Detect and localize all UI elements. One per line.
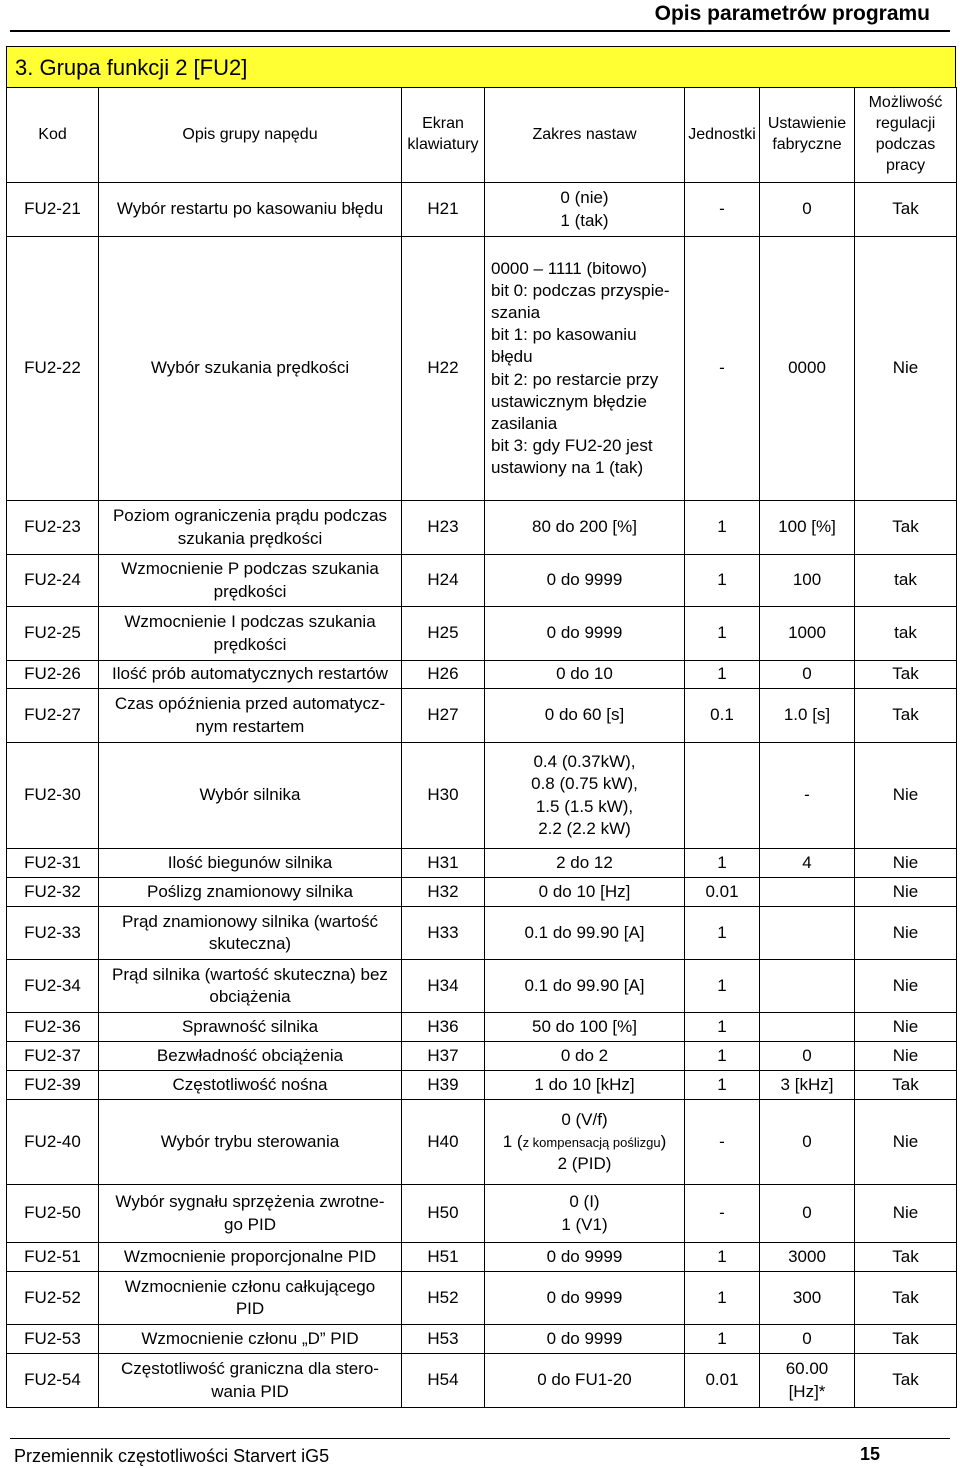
units: 0.1 bbox=[685, 689, 760, 743]
param-description bbox=[99, 1071, 402, 1100]
factory-setting bbox=[760, 1071, 855, 1100]
factory-setting bbox=[760, 501, 855, 555]
table-row bbox=[7, 1354, 957, 1408]
units: 1 bbox=[685, 849, 760, 878]
runtime-adjustable: Nie bbox=[855, 1100, 957, 1185]
runtime-adjustable: Tak bbox=[855, 1325, 957, 1354]
col-header-factory-setting: Ustawienie fabryczne bbox=[760, 88, 855, 183]
param-code: FU2-30 bbox=[7, 743, 99, 849]
keypad-screen: H27 bbox=[402, 689, 485, 743]
keypad-screen: H23 bbox=[402, 501, 485, 555]
keypad-screen: H21 bbox=[402, 183, 485, 237]
keypad-screen: H33 bbox=[402, 907, 485, 960]
cell-line: Częstotliwość nośna bbox=[172, 1074, 328, 1094]
runtime-adjustable: Nie bbox=[855, 743, 957, 849]
table-row bbox=[7, 237, 957, 501]
col-header-units: Jednostki bbox=[685, 88, 760, 183]
cell-line: Wybór sygnału sprzężenia zwrotne- bbox=[115, 1192, 385, 1212]
cell-line: zasilania bbox=[491, 413, 558, 433]
table-row bbox=[7, 501, 957, 555]
cell-line: Wzmocnienie I podczas szukania bbox=[124, 612, 376, 632]
param-code: FU2-50 bbox=[7, 1185, 99, 1243]
cell-line: Ilość biegunów silnika bbox=[167, 852, 333, 872]
param-description bbox=[99, 878, 402, 907]
table-row bbox=[7, 607, 957, 661]
param-description bbox=[99, 849, 402, 878]
runtime-adjustable: Nie bbox=[855, 960, 957, 1013]
runtime-adjustable: Nie bbox=[855, 1042, 957, 1071]
cell-line: 50 do 100 [%] bbox=[532, 1016, 637, 1036]
runtime-adjustable: Nie bbox=[855, 849, 957, 878]
units: 1 bbox=[685, 1243, 760, 1272]
range-text: 1 ( bbox=[502, 1131, 523, 1151]
runtime-adjustable: Nie bbox=[855, 878, 957, 907]
keypad-screen: H34 bbox=[402, 960, 485, 1013]
runtime-adjustable: tak bbox=[855, 607, 957, 661]
cell-line: 0 bbox=[802, 1045, 812, 1065]
setting-range bbox=[485, 849, 685, 878]
setting-range bbox=[485, 555, 685, 607]
cell-line: 2.2 (2.2 kW) bbox=[538, 818, 631, 838]
units: 1 bbox=[685, 1272, 760, 1325]
cell-line: prędkości bbox=[213, 581, 287, 601]
cell-line: ustawiony na 1 (tak) bbox=[491, 457, 644, 477]
setting-range bbox=[485, 661, 685, 689]
runtime-adjustable: Tak bbox=[855, 1272, 957, 1325]
cell-line: Wybór szukania prędkości bbox=[150, 358, 350, 378]
page-title: Opis parametrów programu bbox=[654, 2, 930, 25]
setting-range bbox=[485, 1071, 685, 1100]
setting-range bbox=[485, 960, 685, 1013]
param-code: FU2-26 bbox=[7, 661, 99, 689]
col-header-keypad-screen: Ekran klawiatury bbox=[402, 88, 485, 183]
param-description bbox=[99, 1325, 402, 1354]
cell-line: 0 do FU1-20 bbox=[537, 1370, 632, 1390]
units bbox=[685, 743, 760, 849]
param-code: FU2-27 bbox=[7, 689, 99, 743]
cell-line: Wzmocnienie członu „D” PID bbox=[141, 1328, 359, 1348]
cell-line: 100 [%] bbox=[778, 517, 836, 537]
runtime-adjustable: tak bbox=[855, 555, 957, 607]
cell-line: bit 2: po restarcie przy bbox=[491, 369, 659, 389]
header-rule bbox=[10, 30, 950, 32]
param-code: FU2-37 bbox=[7, 1042, 99, 1071]
setting-range bbox=[485, 907, 685, 960]
units: 1 bbox=[685, 661, 760, 689]
keypad-screen: H32 bbox=[402, 878, 485, 907]
cell-line: PID bbox=[235, 1299, 265, 1318]
factory-setting bbox=[760, 960, 855, 1013]
cell-line: błędu bbox=[491, 347, 533, 367]
page-header bbox=[0, 0, 960, 32]
units: 1 bbox=[685, 501, 760, 555]
factory-setting bbox=[760, 607, 855, 661]
cell-line: 4 bbox=[802, 852, 812, 872]
units: - bbox=[685, 183, 760, 237]
cell-line: 1 (V1) bbox=[561, 1214, 608, 1234]
cell-line bbox=[487, 1131, 682, 1153]
param-code: FU2-24 bbox=[7, 555, 99, 607]
cell-line: 60.00 bbox=[785, 1359, 829, 1379]
factory-setting bbox=[760, 1325, 855, 1354]
param-description bbox=[99, 661, 402, 689]
runtime-adjustable: Tak bbox=[855, 183, 957, 237]
factory-setting bbox=[760, 907, 855, 960]
keypad-screen: H54 bbox=[402, 1354, 485, 1408]
cell-line: ustawicznym błędzie bbox=[491, 391, 647, 411]
param-code: FU2-39 bbox=[7, 1071, 99, 1100]
param-description bbox=[99, 743, 402, 849]
cell-line: 0.4 (0.37kW), bbox=[533, 752, 636, 772]
table-row bbox=[7, 1272, 957, 1325]
param-code: FU2-34 bbox=[7, 960, 99, 1013]
table-row bbox=[7, 1042, 957, 1071]
cell-line: 0.1 do 99.90 [A] bbox=[524, 922, 645, 942]
runtime-adjustable: Tak bbox=[855, 661, 957, 689]
factory-setting bbox=[760, 1185, 855, 1243]
param-description bbox=[99, 907, 402, 960]
keypad-screen: H51 bbox=[402, 1243, 485, 1272]
keypad-screen: H37 bbox=[402, 1042, 485, 1071]
cell-line: 100 bbox=[792, 570, 822, 590]
cell-line: Prąd silnika (wartość skuteczna) bez bbox=[112, 964, 388, 984]
cell-line: Wzmocnienie proporcjonalne PID bbox=[123, 1246, 377, 1266]
cell-line: 2 do 12 bbox=[556, 852, 613, 872]
setting-range bbox=[485, 1325, 685, 1354]
param-description bbox=[99, 689, 402, 743]
keypad-screen: H39 bbox=[402, 1071, 485, 1100]
cell-line: obciążenia bbox=[209, 987, 291, 1006]
setting-range bbox=[485, 1100, 685, 1185]
cell-line: Poślizg znamionowy silnika bbox=[147, 881, 353, 901]
units: 1 bbox=[685, 1071, 760, 1100]
keypad-screen: H31 bbox=[402, 849, 485, 878]
units: 1 bbox=[685, 907, 760, 960]
runtime-adjustable: Tak bbox=[855, 1243, 957, 1272]
param-description bbox=[99, 960, 402, 1013]
param-code: FU2-25 bbox=[7, 607, 99, 661]
table-row bbox=[7, 1325, 957, 1354]
factory-setting bbox=[760, 1100, 855, 1185]
cell-line: prędkości bbox=[213, 634, 287, 654]
cell-line: 80 do 200 [%] bbox=[532, 517, 637, 537]
factory-setting bbox=[760, 555, 855, 607]
table-row bbox=[7, 907, 957, 960]
units: - bbox=[685, 1100, 760, 1185]
cell-line: 0 do 9999 bbox=[546, 623, 623, 643]
cell-line: Sprawność silnika bbox=[181, 1016, 319, 1036]
param-description bbox=[99, 1185, 402, 1243]
setting-range bbox=[485, 1042, 685, 1071]
cell-line: 0000 bbox=[788, 358, 826, 378]
factory-setting bbox=[760, 878, 855, 907]
cell-line: 1.5 (1.5 kW), bbox=[535, 796, 634, 816]
table-row bbox=[7, 743, 957, 849]
table-row bbox=[7, 1071, 957, 1100]
units: - bbox=[685, 237, 760, 501]
section-title: 3. Grupa funkcji 2 [FU2] bbox=[15, 55, 248, 80]
cell-line: bit 3: gdy FU2-20 jest bbox=[491, 435, 653, 455]
cell-line: 0 do 9999 bbox=[546, 1328, 623, 1348]
cell-line: Prąd znamionowy silnika (wartość bbox=[121, 911, 379, 931]
factory-setting bbox=[760, 661, 855, 689]
cell-line: 0 do 10 [Hz] bbox=[538, 881, 631, 901]
keypad-screen: H22 bbox=[402, 237, 485, 501]
runtime-adjustable: Nie bbox=[855, 1185, 957, 1243]
cell-line: 0 do 60 [s] bbox=[544, 705, 625, 725]
param-description bbox=[99, 1272, 402, 1325]
param-description bbox=[99, 1042, 402, 1071]
setting-range bbox=[485, 1013, 685, 1042]
cell-line: szukania prędkości bbox=[177, 528, 323, 548]
setting-range bbox=[485, 743, 685, 849]
param-code: FU2-40 bbox=[7, 1100, 99, 1185]
cell-line: 0 do 10 bbox=[556, 664, 613, 684]
factory-setting bbox=[760, 1354, 855, 1408]
cell-line: bit 1: po kasowaniu bbox=[491, 325, 637, 345]
setting-range bbox=[485, 878, 685, 907]
cell-line: Czas opóźnienia przed automatycz- bbox=[114, 694, 386, 714]
factory-setting bbox=[760, 183, 855, 237]
cell-line: skuteczna) bbox=[208, 934, 292, 953]
table-row bbox=[7, 960, 957, 1013]
cell-line: 0 do 9999 bbox=[546, 1246, 623, 1266]
setting-range bbox=[485, 1243, 685, 1272]
factory-setting bbox=[760, 1042, 855, 1071]
units: 1 bbox=[685, 1042, 760, 1071]
cell-line: - bbox=[804, 785, 810, 805]
param-description bbox=[99, 237, 402, 501]
keypad-screen: H53 bbox=[402, 1325, 485, 1354]
keypad-screen: H52 bbox=[402, 1272, 485, 1325]
factory-setting bbox=[760, 689, 855, 743]
param-description bbox=[99, 555, 402, 607]
setting-range bbox=[485, 1185, 685, 1243]
page-footer bbox=[0, 1430, 960, 1468]
runtime-adjustable: Tak bbox=[855, 501, 957, 555]
cell-line: szania bbox=[491, 303, 541, 323]
table-row bbox=[7, 555, 957, 607]
cell-line: Bezwładność obciążenia bbox=[156, 1045, 344, 1065]
table-row bbox=[7, 878, 957, 907]
factory-setting bbox=[760, 1272, 855, 1325]
cell-line: 0.8 (0.75 kW), bbox=[531, 774, 638, 794]
runtime-adjustable: Tak bbox=[855, 689, 957, 743]
page-number: 15 bbox=[859, 1444, 880, 1464]
col-header-runtime-adjustable: Możliwość regulacji podczas pracy bbox=[855, 88, 957, 183]
param-code: FU2-53 bbox=[7, 1325, 99, 1354]
runtime-adjustable: Nie bbox=[855, 1013, 957, 1042]
cell-line: wania PID bbox=[211, 1381, 289, 1401]
param-description bbox=[99, 183, 402, 237]
keypad-screen: H24 bbox=[402, 555, 485, 607]
footer-product-name: Przemiennik częstotliwości Starvert iG5 bbox=[14, 1446, 330, 1466]
cell-line: 0 do 2 bbox=[560, 1045, 609, 1065]
param-code: FU2-21 bbox=[7, 183, 99, 237]
param-code: FU2-23 bbox=[7, 501, 99, 555]
cell-line: Częstotliwość graniczna dla stero- bbox=[121, 1359, 379, 1379]
param-description bbox=[99, 1100, 402, 1185]
setting-range bbox=[485, 607, 685, 661]
units: 1 bbox=[685, 960, 760, 1013]
keypad-screen: H50 bbox=[402, 1185, 485, 1243]
units: 0.01 bbox=[685, 878, 760, 907]
table-row bbox=[7, 1013, 957, 1042]
keypad-screen: H30 bbox=[402, 743, 485, 849]
setting-range bbox=[485, 1354, 685, 1408]
cell-line: 0 (V/f) bbox=[561, 1109, 608, 1129]
param-code: FU2-54 bbox=[7, 1354, 99, 1408]
table-row bbox=[7, 1100, 957, 1185]
param-code: FU2-32 bbox=[7, 878, 99, 907]
factory-setting bbox=[760, 743, 855, 849]
cell-line: 3 [kHz] bbox=[780, 1074, 834, 1094]
units: 1 bbox=[685, 1013, 760, 1042]
cell-line: 0 bbox=[802, 1203, 812, 1223]
cell-line: Wzmocnienie członu całkującego bbox=[124, 1276, 376, 1296]
cell-line: 0 bbox=[802, 1328, 812, 1348]
table-header-row bbox=[7, 88, 957, 183]
cell-line: 0000 – 1111 (bitowo) bbox=[491, 259, 647, 279]
cell-line: 0 do 9999 bbox=[546, 1287, 623, 1307]
table-row bbox=[7, 1243, 957, 1272]
section-title-bar bbox=[6, 46, 956, 88]
setting-range bbox=[485, 237, 685, 501]
runtime-adjustable: Nie bbox=[855, 907, 957, 960]
cell-line: 0 bbox=[802, 664, 812, 684]
cell-line: Wybór trybu sterowania bbox=[160, 1131, 340, 1151]
param-description bbox=[99, 1013, 402, 1042]
cell-line: Wybór silnika bbox=[199, 785, 301, 805]
param-code: FU2-36 bbox=[7, 1013, 99, 1042]
param-code: FU2-52 bbox=[7, 1272, 99, 1325]
cell-line: [Hz]* bbox=[788, 1381, 826, 1401]
param-code: FU2-51 bbox=[7, 1243, 99, 1272]
cell-line: 0.1 do 99.90 [A] bbox=[524, 975, 645, 995]
setting-range bbox=[485, 689, 685, 743]
cell-line: Poziom ograniczenia prądu podczas bbox=[112, 506, 388, 526]
param-description bbox=[99, 607, 402, 661]
factory-setting bbox=[760, 849, 855, 878]
setting-range bbox=[485, 501, 685, 555]
cell-line: go PID bbox=[224, 1214, 276, 1234]
cell-line: Wybór restartu po kasowaniu błędu bbox=[116, 199, 384, 219]
range-text: ) bbox=[660, 1131, 667, 1151]
cell-line: Wzmocnienie P podczas szukania bbox=[121, 559, 379, 579]
units: 1 bbox=[685, 607, 760, 661]
cell-line: nym restartem bbox=[195, 716, 305, 736]
col-header-setting-range: Zakres nastaw bbox=[485, 88, 685, 183]
runtime-adjustable: Nie bbox=[855, 237, 957, 501]
cell-line: 1 (tak) bbox=[560, 210, 609, 230]
parameter-table bbox=[6, 87, 957, 1408]
table-row bbox=[7, 849, 957, 878]
table-row bbox=[7, 1185, 957, 1243]
range-note: z kompensacją poślizgu bbox=[522, 1134, 661, 1150]
keypad-screen: H26 bbox=[402, 661, 485, 689]
factory-setting bbox=[760, 1243, 855, 1272]
runtime-adjustable: Tak bbox=[855, 1071, 957, 1100]
cell-line: bit 0: podczas przyspie- bbox=[491, 281, 670, 301]
cell-line: 1 do 10 [kHz] bbox=[534, 1074, 635, 1094]
cell-line: 1000 bbox=[788, 623, 826, 643]
cell-line: 0 bbox=[802, 199, 812, 219]
cell-line: 1.0 [s] bbox=[783, 705, 831, 725]
table-row bbox=[7, 183, 957, 237]
factory-setting bbox=[760, 237, 855, 501]
param-code: FU2-33 bbox=[7, 907, 99, 960]
keypad-screen: H36 bbox=[402, 1013, 485, 1042]
keypad-screen: H40 bbox=[402, 1100, 485, 1185]
cell-line: 2 (PID) bbox=[557, 1154, 612, 1174]
param-code: FU2-22 bbox=[7, 237, 99, 501]
table-row bbox=[7, 689, 957, 743]
cell-line: 0 (I) bbox=[569, 1192, 600, 1212]
cell-line: 0 bbox=[802, 1131, 812, 1151]
cell-line: Ilość prób automatycznych restartów bbox=[112, 664, 388, 684]
factory-setting bbox=[760, 1013, 855, 1042]
col-header-code: Kod bbox=[7, 88, 99, 183]
units: 1 bbox=[685, 555, 760, 607]
cell-line: 300 bbox=[792, 1287, 822, 1307]
units: 0.01 bbox=[685, 1354, 760, 1408]
param-code: FU2-31 bbox=[7, 849, 99, 878]
cell-line: 0 do 9999 bbox=[546, 570, 623, 590]
table-row bbox=[7, 661, 957, 689]
footer-rule bbox=[10, 1438, 950, 1439]
units: - bbox=[685, 1185, 760, 1243]
col-header-description: Opis grupy napędu bbox=[99, 88, 402, 183]
setting-range bbox=[485, 1272, 685, 1325]
setting-range bbox=[485, 183, 685, 237]
keypad-screen: H25 bbox=[402, 607, 485, 661]
runtime-adjustable: Tak bbox=[855, 1354, 957, 1408]
param-description bbox=[99, 501, 402, 555]
param-description bbox=[99, 1354, 402, 1408]
units: 1 bbox=[685, 1325, 760, 1354]
param-description bbox=[99, 1243, 402, 1272]
cell-line: 3000 bbox=[788, 1246, 826, 1266]
cell-line: 0 (nie) bbox=[560, 188, 609, 208]
